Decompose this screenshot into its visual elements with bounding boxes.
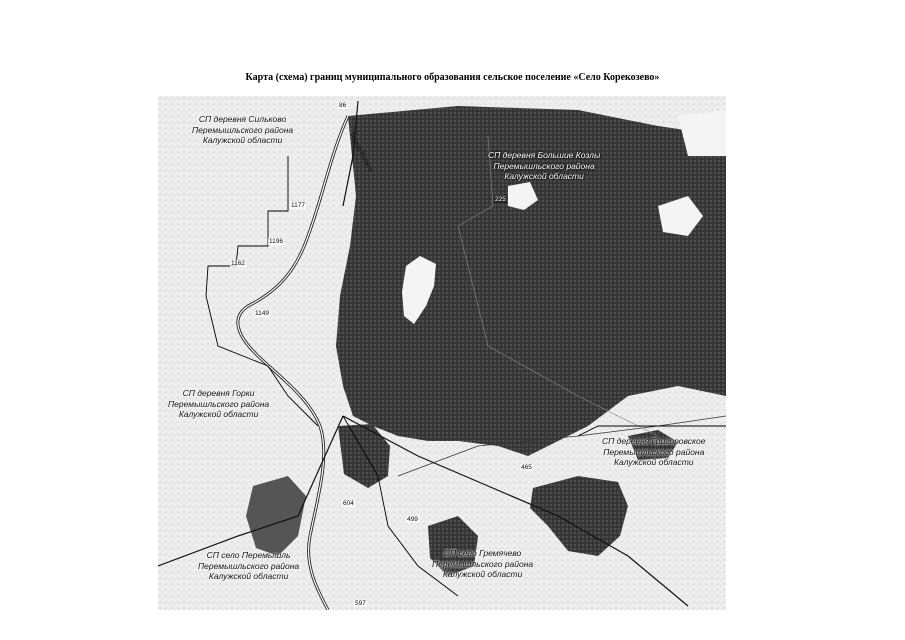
neighbor-label-grigorovskoe: СП деревня Григоровское Перемышльского района Калужской области [602,436,706,467]
boundary-point-225: 225 [495,196,506,203]
road-label: Город Калуга [347,132,375,174]
page-title: Карта (схема) границ муниципального образования сельское поселение «Село Корекозево» [245,72,660,83]
boundary-point-1196: 1196 [269,238,283,245]
boundary-point-499: 499 [407,516,418,523]
boundary-point-1177: 1177 [291,202,305,209]
neighbor-label-silkovo: СП деревня Сильково Перемышльского района Калужской области [192,114,294,145]
map-image [158,96,726,610]
neighbor-label-gremyachevo: СП село Гремячево Перемышльского района Калужской области [432,548,534,579]
neighbor-label-gorki: СП деревня Горки Перемышльского района Калужской области [168,388,270,419]
map-frame [158,96,726,610]
boundary-point-465: 465 [521,464,532,471]
boundary-point-597: 597 [355,600,366,607]
boundary-point-604: 604 [343,500,354,507]
boundary-point-1149: 1149 [255,310,269,317]
neighbor-label-peremyshl: СП село Перемышль Перемышльского района Калужской области [198,550,300,581]
boundary-point-1162: 1162 [231,260,245,267]
boundary-point-86: 86 [339,102,347,109]
neighbor-label-bolshie-kozly: СП деревня Большие Козлы Перемышльского района Калужской области [488,150,601,181]
